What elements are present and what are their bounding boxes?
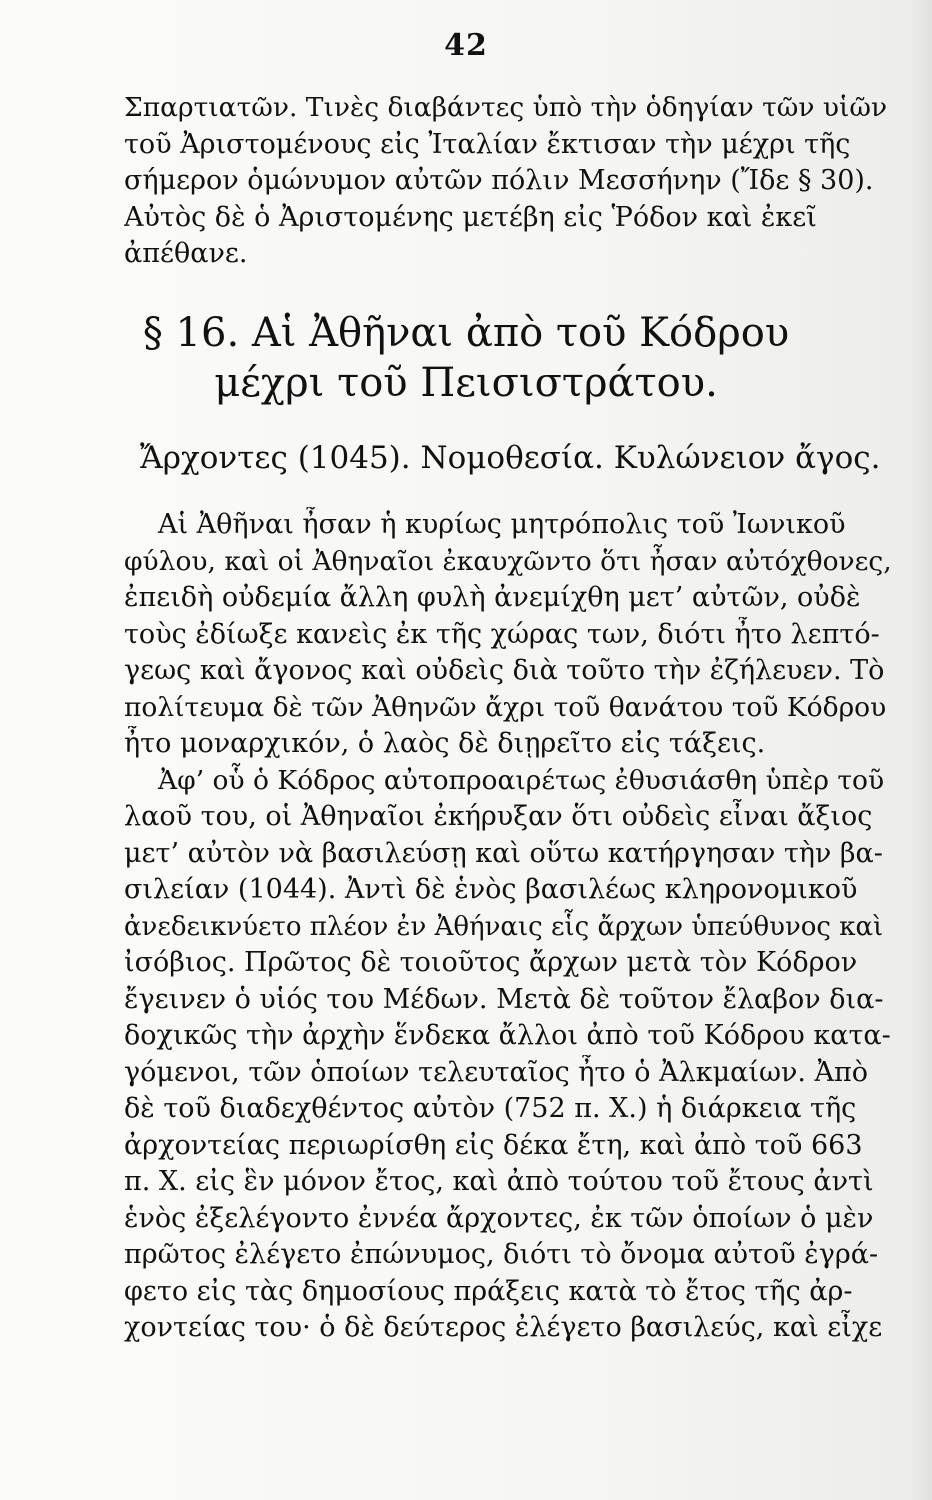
text-line: Ἀφ’ οὗ ὁ Κόδρος αὐτοπροαιρέτως ἐθυσιάσθη ὑπὲρ τοῦ — [158, 764, 885, 796]
section-subtitle: Ἄρχοντες (1045). Νομοθεσία. Κυλώνειον ἄγος. — [140, 440, 881, 476]
text-line: ἑνὸς ἐξελέγοντο ἐννέα ἄρχοντες, ἐκ τῶν ὁποίων ὁ μὲν — [124, 1202, 874, 1234]
text-line: ἐπειδὴ οὐδεμία ἄλλη φυλὴ ἀνεμίχθη μετ’ αὐτῶν, οὐδὲ — [124, 582, 861, 613]
text-line: πολίτευμα δὲ τῶν Ἀθηνῶν ἄχρι τοῦ θανάτου τοῦ Κόδρου — [124, 691, 887, 723]
text-line: ἰσόβιος. Πρῶτος δὲ τοιοῦτος ἄρχων μετὰ τὸν Κόδρον — [124, 947, 858, 978]
text-line: Αἱ Ἀθῆναι ἦσαν ἡ κυρίως μητρόπολις τοῦ Ἰωνικοῦ — [158, 509, 846, 540]
page-number: 42 — [444, 28, 488, 63]
text-line: δὲ τοῦ διαδεχθέντος αὐτὸν (752 π. Χ.) ἡ διάρκεια τῆς — [124, 1093, 857, 1124]
text-line: ἦτο μοναρχικόν, ὁ λαὸς δὲ διῃρεῖτο εἰς τάξεις. — [124, 728, 766, 759]
text-line: π. Χ. εἰς ἓν μόνον ἔτος, καὶ ἀπὸ τούτου τοῦ ἔτους ἀντὶ — [124, 1166, 874, 1197]
text-line: ἀνεδεικνύετο πλέον ἐν Ἀθήναις εἷς ἄρχων ὑπεύθυνος καὶ — [124, 911, 884, 942]
text-line: γεως καὶ ἄγονος καὶ οὐδεὶς διὰ τοῦτο τὴν ἐζήλευεν. Τὸ — [124, 655, 885, 686]
text-line: Σπαρτιατῶν. Τινὲς διαβάντες ὑπὸ τὴν ὁδηγίαν τῶν υἱῶν — [124, 92, 888, 123]
text-line: ἀρχοντείας περιωρίσθη εἰς δέκα ἔτη, καὶ ἀπὸ τοῦ 663 — [124, 1129, 863, 1161]
text-line: φύλου, καὶ οἱ Ἀθηναῖοι ἐκαυχῶντο ὅτι ἦσαν αὐτόχθονες, — [124, 545, 892, 577]
text-line: γόμενοι, τῶν ὁποίων τελευταῖος ἦτο ὁ Ἀλκμαίων. Ἀπὸ — [124, 1056, 869, 1088]
text-line: λαοῦ του, οἱ Ἀθηναῖοι ἐκήρυξαν ὅτι οὐδεὶς εἶναι ἄξιος — [124, 801, 873, 832]
intro-paragraph — [124, 90, 894, 273]
text-line: φετο εἰς τὰς δημοσίους πράξεις κατὰ τὸ ἔτος τῆς ἀρ- — [124, 1275, 853, 1307]
text-line: μετ’ αὐτὸν νὰ βασιλεύσῃ καὶ οὕτω κατήργησαν τὴν βα- — [124, 837, 883, 869]
text-line: ἔγεινεν ὁ υἱός του Μέδων. Μετὰ δὲ τοῦτον ἔλαβον δια- — [124, 983, 884, 1015]
text-line: πρῶτος ἐλέγετο ἐπώνυμος, διότι τὸ ὄνομα αὐτοῦ ἐγρά- — [124, 1239, 879, 1270]
text-line: τοὺς ἐδίωξε κανεὶς ἐκ τῆς χώρας των, διότι ἦτο λεπτό- — [124, 618, 880, 650]
section-heading-continued: μέχρι τοῦ Πεισιστράτου. — [214, 360, 718, 406]
text-line: σιλείαν (1044). Ἀντὶ δὲ ἑνὸς βασιλέως κληρονομικοῦ — [124, 874, 858, 905]
text-line: σήμερον ὁμώνυμον αὐτῶν πόλιν Μεσσήνην (Ἴδε § 30). — [124, 165, 874, 196]
text-line: ἀπέθανε. — [124, 238, 248, 269]
section-heading: § 16. Αἱ Ἀθῆναι ἀπὸ τοῦ Κόδρου — [142, 310, 790, 356]
text-line: δοχικῶς τὴν ἀρχὴν ἕνδεκα ἄλλοι ἀπὸ τοῦ Κόδρου κατα- — [124, 1020, 891, 1051]
text-line: Αὐτὸς δὲ ὁ Ἀριστομένης μετέβη εἰς Ῥόδον καὶ ἐκεῖ — [124, 201, 817, 233]
text-line: τοῦ Ἀριστομένους εἰς Ἰταλίαν ἔκτισαν τὴν μέχρι τῆς — [124, 128, 851, 160]
body-text — [124, 507, 894, 1347]
text-line: χοντείας του· ὁ δὲ δεύτερος ἐλέγετο βασιλεύς, καὶ εἶχε — [124, 1312, 883, 1343]
page-edge-shadow — [910, 0, 932, 1500]
